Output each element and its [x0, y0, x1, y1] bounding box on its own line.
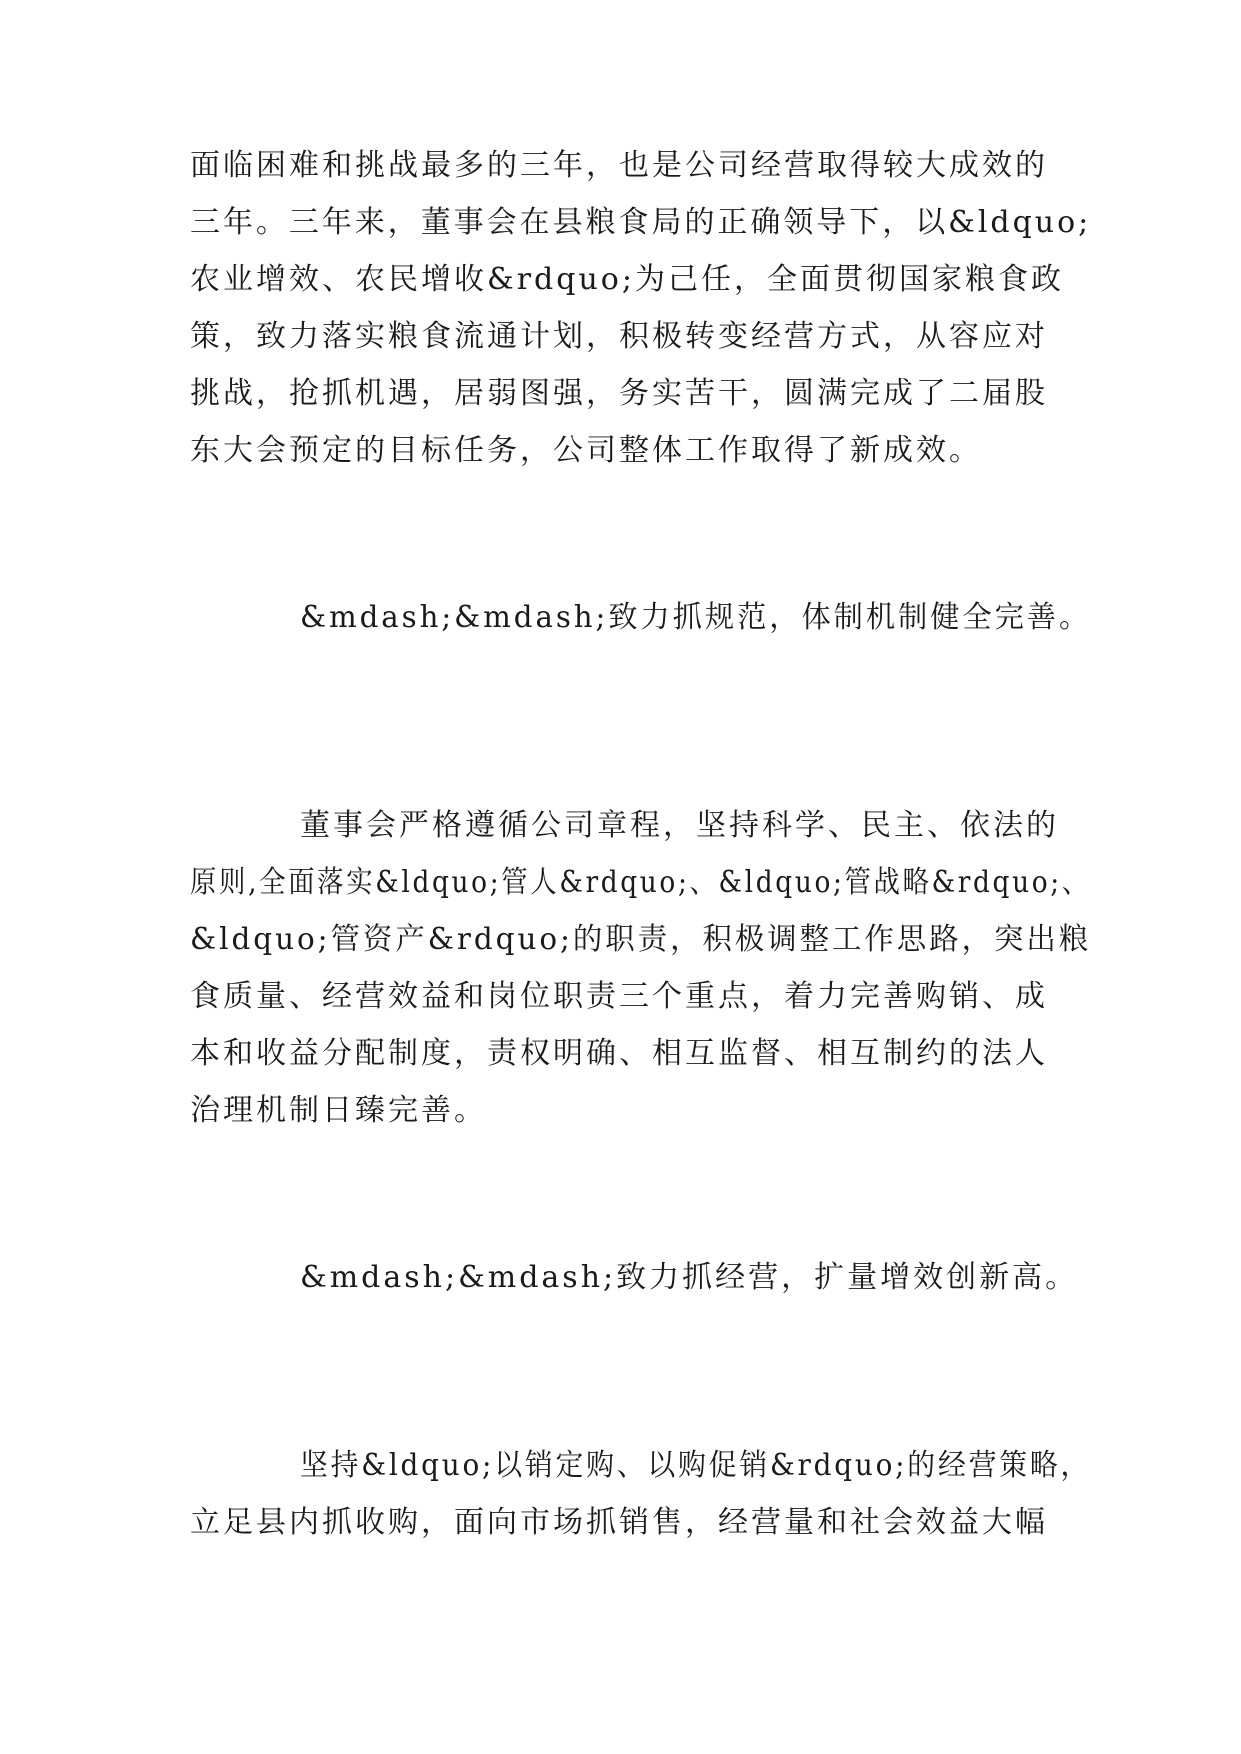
text-line: 本和收益分配制度，责权明确、相互监督、相互制约的法人	[190, 1036, 1048, 1071]
text-line: 策，致力落实粮食流通计划，积极转变经营方式，从容应对	[190, 319, 1048, 354]
text-line: 治理机制日臻完善。	[190, 1093, 487, 1128]
text-line: 董事会严格遵循公司章程，坚持科学、民主、依法的	[300, 808, 1059, 843]
section-heading-1: &mdash;&mdash;致力抓规范，体制机制健全完善。	[300, 600, 1092, 635]
section-heading-2: &mdash;&mdash;致力抓经营，扩量增效创新高。	[300, 1260, 1079, 1295]
text-line: 三年。三年来，董事会在县粮食局的正确领导下，以&ldquo;	[190, 205, 1092, 240]
text-line: 立足县内抓收购，面向市场抓销售，经营量和社会效益大幅	[190, 1505, 1048, 1540]
text-line: 面临困难和挑战最多的三年，也是公司经营取得较大成效的	[190, 148, 1048, 183]
text-line: &ldquo;管资产&rdquo;的职责，积极调整工作思路，突出粮	[190, 922, 1092, 957]
text-line: 原则,全面落实&ldquo;管人&rdquo;、&ldquo;管战略&rdquo;、	[190, 865, 1091, 900]
text-line: 挑战，抢抓机遇，居弱图强，务实苦干，圆满完成了二届股	[190, 376, 1048, 411]
text-line: 东大会预定的目标任务，公司整体工作取得了新成效。	[190, 433, 982, 468]
text-line: 农业增效、农民增收&rdquo;为己任，全面贯彻国家粮食政	[190, 262, 1064, 297]
text-line: 坚持&ldquo;以销定购、以购促销&rdquo;的经营策略，	[300, 1448, 1092, 1483]
text-line: 食质量、经营效益和岗位职责三个重点，着力完善购销、成	[190, 979, 1048, 1014]
